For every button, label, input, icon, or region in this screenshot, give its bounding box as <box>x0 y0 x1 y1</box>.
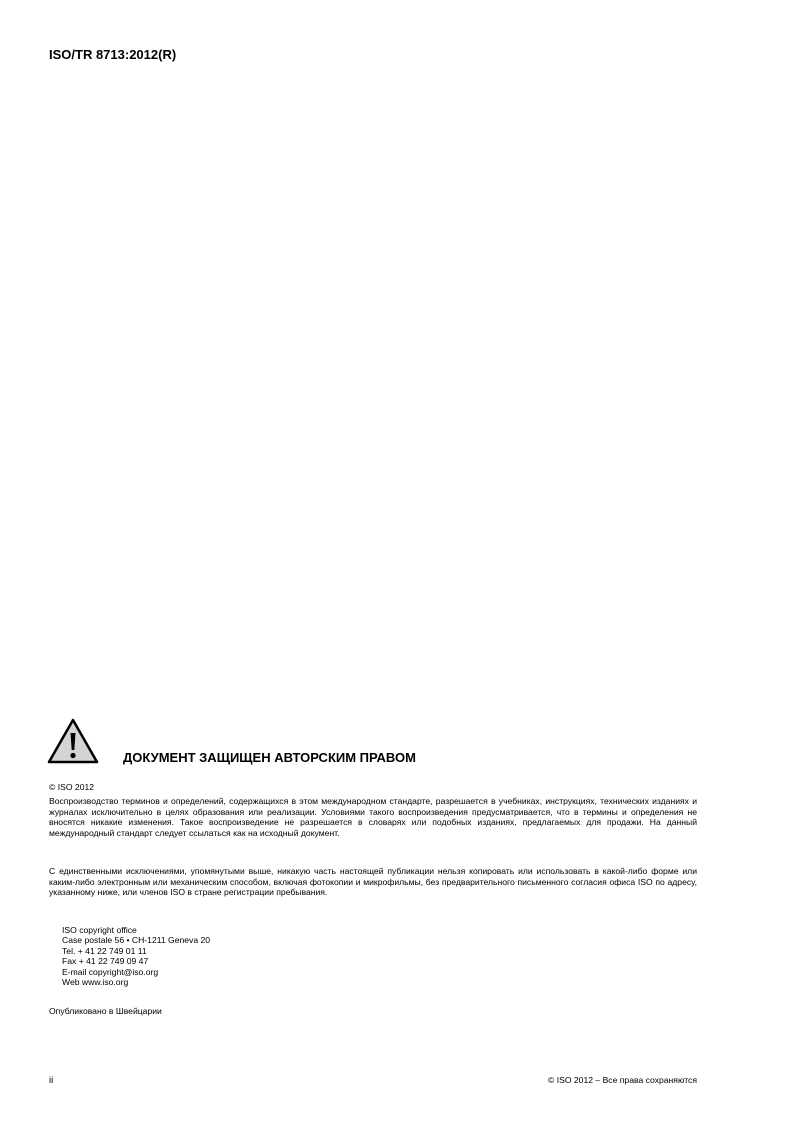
address-office: ISO copyright office <box>62 925 137 935</box>
address-postal: Case postale 56 • CH-1211 Geneva 20 <box>62 935 211 946</box>
published-in: Опубликовано в Швейцарии <box>49 1006 162 1016</box>
restrictions-paragraph: С единственными исключениями, упомянутыми выше, никакую часть настоящей публикации нельзя копировать или использовать в какой-либо форме или каким-либо электронным или механическим способом, включая фотокопии и микрофильмы, без предварительного письменного согласия офиса ISO по адресу, указанному ниже, или членов ISO в стране регистрации пребывания. <box>49 866 697 897</box>
copyright-line: © ISO 2012 <box>49 782 95 792</box>
footer-copyright: © ISO 2012 – Все права сохраняются <box>547 1075 697 1085</box>
reproduction-paragraph: Воспроизводство терминов и определений, содержащихся в этом международном стандарте, разрешается в учебниках, инструкциях, технических изданиях и журналах исключительно в целях образования или реализации. Условиями такого воспроизведения предусматривается, что в термины и определения не вносятся никакие изменения. Такое воспроизведение не разрешается в словарях или подобных изданиях, предлагаемых для продажи. На данный международный стандарт следует ссылаться как на исходный документ. <box>49 796 697 838</box>
address-tel: Tel. + 41 22 749 01 11 <box>62 945 147 956</box>
document-id: ISO/TR 8713:2012(R) <box>49 47 177 62</box>
address-email: E-mail copyright@iso.org <box>62 966 159 977</box>
page-number: ii <box>49 1075 54 1086</box>
copyright-heading: ДОКУМЕНТ ЗАЩИЩЕН АВТОРСКИМ ПРАВОМ <box>123 750 416 765</box>
warning-triangle-icon <box>47 717 99 765</box>
address-fax: Fax + 41 22 749 09 47 <box>62 956 149 967</box>
iso-address-block <box>62 925 210 987</box>
address-web: Web www.iso.org <box>62 977 129 988</box>
